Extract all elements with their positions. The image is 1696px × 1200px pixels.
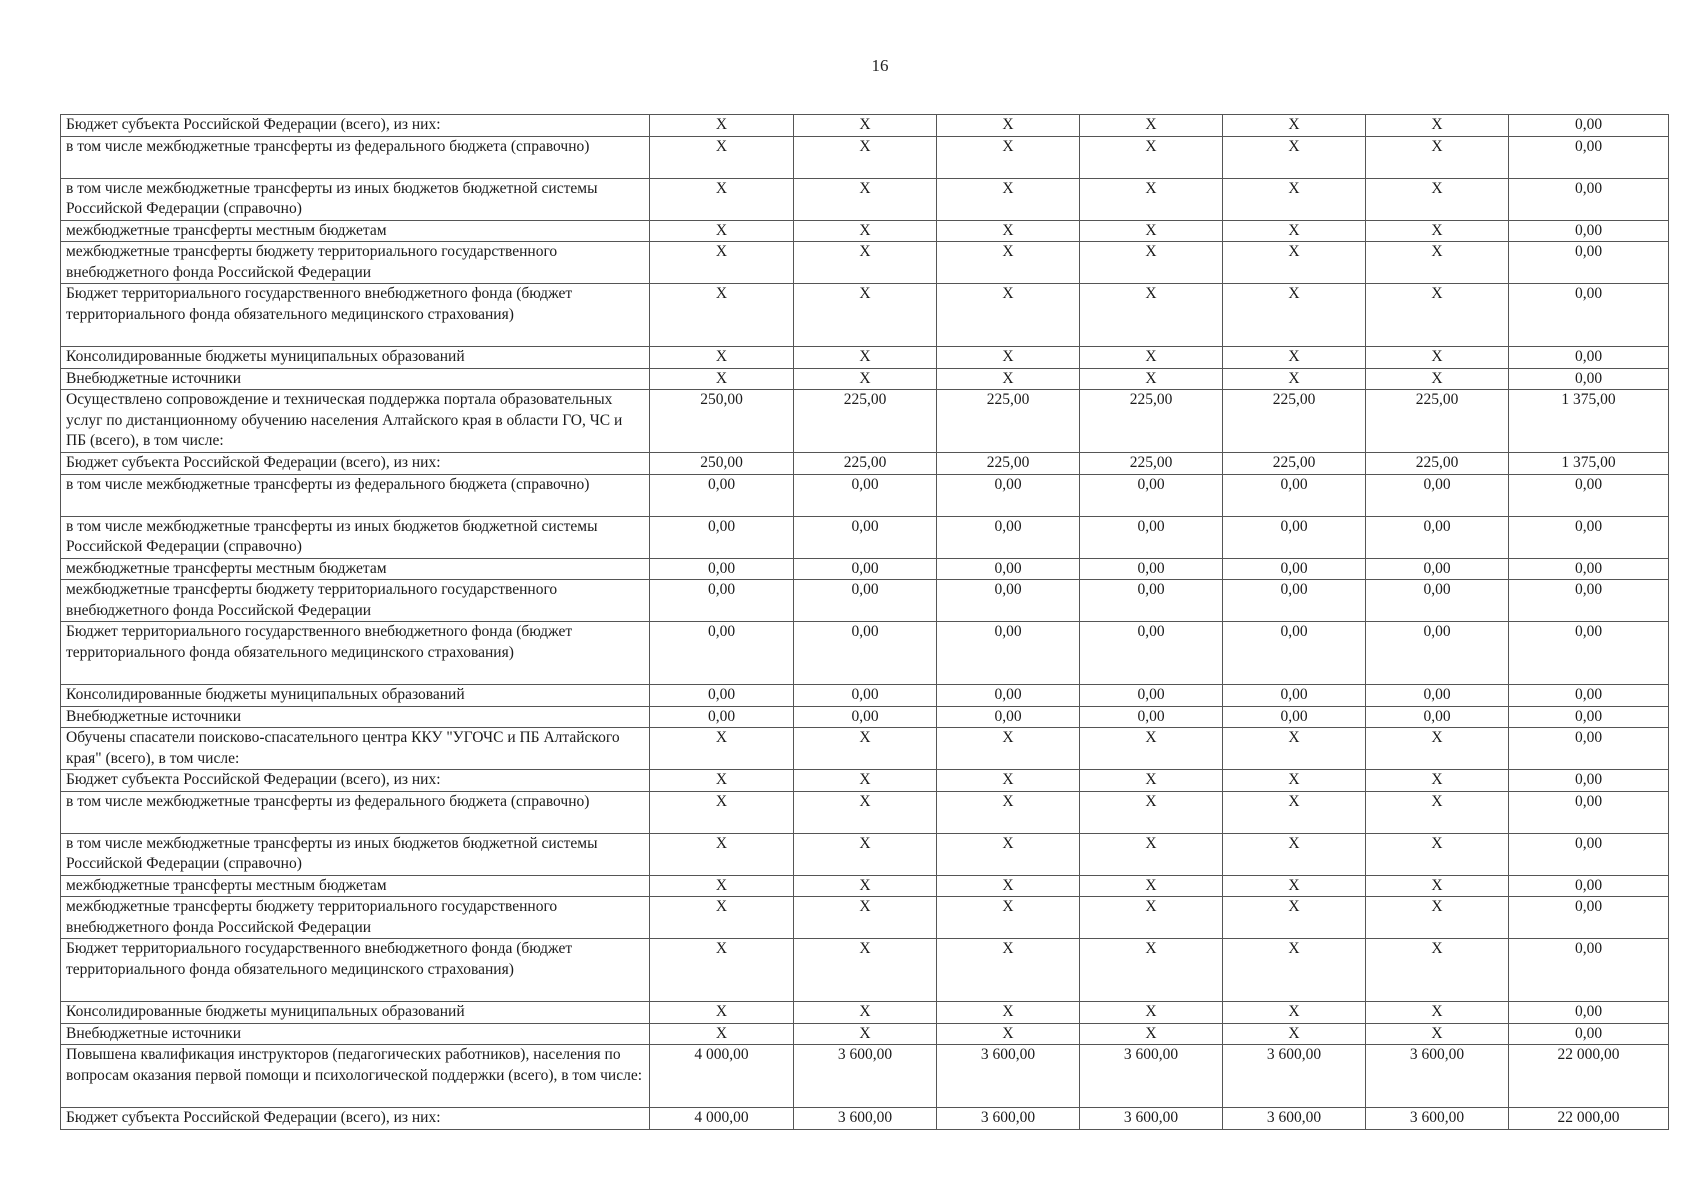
table-row xyxy=(61,115,1669,137)
value-cell: 0,00 xyxy=(794,558,937,580)
value-cell: X xyxy=(1223,897,1366,939)
row-label: межбюджетные трансферты местным бюджетам xyxy=(61,558,650,580)
value-cell: X xyxy=(794,115,937,137)
value-cell: 0,00 xyxy=(650,516,794,558)
value-cell: 0,00 xyxy=(937,474,1080,516)
value-cell: X xyxy=(1366,115,1509,137)
page-number: 16 xyxy=(871,56,889,75)
value-cell: 0,00 xyxy=(794,516,937,558)
value-cell: X xyxy=(937,220,1080,242)
value-cell: 250,00 xyxy=(650,390,794,453)
value-cell: X xyxy=(794,728,937,770)
total-cell: 0,00 xyxy=(1509,558,1669,580)
value-cell: X xyxy=(937,178,1080,220)
table-row xyxy=(61,558,1669,580)
value-cell: X xyxy=(937,1023,1080,1045)
value-cell: X xyxy=(794,242,937,284)
row-label: межбюджетные трансферты местным бюджетам xyxy=(61,220,650,242)
total-cell: 0,00 xyxy=(1509,115,1669,137)
value-cell: X xyxy=(650,178,794,220)
value-cell: 0,00 xyxy=(1223,558,1366,580)
row-label: Бюджет субъекта Российской Федерации (всего), из них: xyxy=(61,453,650,475)
table-row xyxy=(61,1045,1669,1108)
value-cell: X xyxy=(937,242,1080,284)
value-cell: X xyxy=(1366,284,1509,347)
total-cell: 0,00 xyxy=(1509,791,1669,833)
total-cell: 0,00 xyxy=(1509,622,1669,685)
value-cell: X xyxy=(794,136,937,178)
value-cell: X xyxy=(650,1002,794,1024)
table-row xyxy=(61,220,1669,242)
row-label: Осуществлено сопровождение и техническая поддержка портала образовательных услуг по дистанционному обучению населения Алтайского края в области ГО, ЧС и ПБ (всего), в том числе: xyxy=(61,390,650,453)
value-cell: 0,00 xyxy=(1080,706,1223,728)
value-cell: X xyxy=(937,897,1080,939)
value-cell: X xyxy=(1080,1002,1223,1024)
total-cell: 0,00 xyxy=(1509,706,1669,728)
total-cell: 22 000,00 xyxy=(1509,1045,1669,1108)
table-row xyxy=(61,1108,1669,1130)
value-cell: X xyxy=(1223,368,1366,390)
value-cell: 0,00 xyxy=(1366,580,1509,622)
value-cell: 0,00 xyxy=(650,474,794,516)
row-label: Внебюджетные источники xyxy=(61,706,650,728)
value-cell: 225,00 xyxy=(1366,453,1509,475)
value-cell: X xyxy=(1223,178,1366,220)
value-cell: X xyxy=(1366,242,1509,284)
value-cell: 0,00 xyxy=(937,516,1080,558)
table-row xyxy=(61,728,1669,770)
row-label: Консолидированные бюджеты муниципальных образований xyxy=(61,685,650,707)
table-row xyxy=(61,284,1669,347)
table-row xyxy=(61,136,1669,178)
value-cell: 225,00 xyxy=(1366,390,1509,453)
row-label: Внебюджетные источники xyxy=(61,1023,650,1045)
row-label: Бюджет субъекта Российской Федерации (всего), из них: xyxy=(61,1108,650,1130)
value-cell: X xyxy=(937,791,1080,833)
value-cell: X xyxy=(1080,770,1223,792)
value-cell: X xyxy=(1223,1002,1366,1024)
total-cell: 1 375,00 xyxy=(1509,453,1669,475)
value-cell: 0,00 xyxy=(650,558,794,580)
value-cell: X xyxy=(1223,220,1366,242)
value-cell: X xyxy=(937,833,1080,875)
value-cell: X xyxy=(937,368,1080,390)
value-cell: 225,00 xyxy=(1223,390,1366,453)
value-cell: 0,00 xyxy=(650,685,794,707)
table-row xyxy=(61,178,1669,220)
value-cell: X xyxy=(1366,728,1509,770)
total-cell: 0,00 xyxy=(1509,939,1669,1002)
total-cell: 0,00 xyxy=(1509,178,1669,220)
value-cell: 0,00 xyxy=(1080,580,1223,622)
total-cell: 1 375,00 xyxy=(1509,390,1669,453)
value-cell: 3 600,00 xyxy=(1080,1045,1223,1108)
value-cell: 0,00 xyxy=(1080,558,1223,580)
value-cell: 0,00 xyxy=(937,706,1080,728)
row-label: в том числе межбюджетные трансферты из федерального бюджета (справочно) xyxy=(61,791,650,833)
value-cell: X xyxy=(1223,770,1366,792)
value-cell: 225,00 xyxy=(937,453,1080,475)
table-row xyxy=(61,622,1669,685)
value-cell: 225,00 xyxy=(937,390,1080,453)
value-cell: X xyxy=(1080,728,1223,770)
value-cell: X xyxy=(650,791,794,833)
table-row xyxy=(61,791,1669,833)
value-cell: X xyxy=(937,1002,1080,1024)
value-cell: X xyxy=(1223,242,1366,284)
value-cell: X xyxy=(650,728,794,770)
table-row xyxy=(61,897,1669,939)
value-cell: X xyxy=(794,875,937,897)
value-cell: X xyxy=(1080,897,1223,939)
row-label: межбюджетные трансферты бюджету территориального государственного внебюджетного фонда Российской Федерации xyxy=(61,580,650,622)
row-label: в том числе межбюджетные трансферты из иных бюджетов бюджетной системы Российской Федерации (справочно) xyxy=(61,178,650,220)
value-cell: X xyxy=(1366,347,1509,369)
total-cell: 22 000,00 xyxy=(1509,1108,1669,1130)
value-cell: 225,00 xyxy=(1080,453,1223,475)
value-cell: X xyxy=(1223,833,1366,875)
value-cell: X xyxy=(1080,368,1223,390)
value-cell: 250,00 xyxy=(650,453,794,475)
total-cell: 0,00 xyxy=(1509,516,1669,558)
value-cell: X xyxy=(1223,347,1366,369)
value-cell: X xyxy=(1223,939,1366,1002)
total-cell: 0,00 xyxy=(1509,875,1669,897)
value-cell: X xyxy=(650,368,794,390)
value-cell: X xyxy=(937,347,1080,369)
value-cell: 225,00 xyxy=(794,453,937,475)
total-cell: 0,00 xyxy=(1509,685,1669,707)
value-cell: X xyxy=(1080,1023,1223,1045)
value-cell: X xyxy=(937,939,1080,1002)
row-label: Бюджет субъекта Российской Федерации (всего), из них: xyxy=(61,115,650,137)
budget-table-body xyxy=(61,115,1669,1130)
value-cell: 0,00 xyxy=(1366,685,1509,707)
table-row xyxy=(61,453,1669,475)
row-label: Бюджет территориального государственного внебюджетного фонда (бюджет территориального фонда обязательного медицинского страхования) xyxy=(61,284,650,347)
total-cell: 0,00 xyxy=(1509,1023,1669,1045)
value-cell: X xyxy=(794,897,937,939)
value-cell: 3 600,00 xyxy=(937,1045,1080,1108)
table-row xyxy=(61,685,1669,707)
value-cell: 0,00 xyxy=(650,580,794,622)
total-cell: 0,00 xyxy=(1509,368,1669,390)
value-cell: X xyxy=(794,284,937,347)
value-cell: X xyxy=(794,1002,937,1024)
value-cell: 225,00 xyxy=(794,390,937,453)
value-cell: X xyxy=(937,728,1080,770)
value-cell: X xyxy=(1223,728,1366,770)
table-row xyxy=(61,390,1669,453)
table-row xyxy=(61,770,1669,792)
row-label: Повышена квалификация инструкторов (педагогических работников), населения по вопросам оказания первой помощи и психологической поддержки (всего), в том числе: xyxy=(61,1045,650,1108)
total-cell: 0,00 xyxy=(1509,897,1669,939)
value-cell: X xyxy=(937,875,1080,897)
value-cell: X xyxy=(1080,220,1223,242)
table-row xyxy=(61,580,1669,622)
value-cell: 0,00 xyxy=(794,706,937,728)
value-cell: X xyxy=(1366,220,1509,242)
value-cell: X xyxy=(1080,136,1223,178)
value-cell: X xyxy=(1366,897,1509,939)
table-row xyxy=(61,1023,1669,1045)
value-cell: X xyxy=(794,178,937,220)
value-cell: X xyxy=(650,770,794,792)
total-cell: 0,00 xyxy=(1509,770,1669,792)
value-cell: X xyxy=(1366,136,1509,178)
value-cell: 0,00 xyxy=(937,580,1080,622)
value-cell: 0,00 xyxy=(937,622,1080,685)
table-row xyxy=(61,516,1669,558)
value-cell: X xyxy=(1080,178,1223,220)
value-cell: 3 600,00 xyxy=(794,1045,937,1108)
value-cell: 0,00 xyxy=(1223,706,1366,728)
value-cell: X xyxy=(937,770,1080,792)
value-cell: 0,00 xyxy=(794,685,937,707)
value-cell: 3 600,00 xyxy=(1366,1108,1509,1130)
value-cell: 0,00 xyxy=(1080,622,1223,685)
value-cell: 3 600,00 xyxy=(1366,1045,1509,1108)
value-cell: X xyxy=(794,770,937,792)
value-cell: 3 600,00 xyxy=(794,1108,937,1130)
row-label: в том числе межбюджетные трансферты из иных бюджетов бюджетной системы Российской Федерации (справочно) xyxy=(61,833,650,875)
value-cell: X xyxy=(1366,1002,1509,1024)
total-cell: 0,00 xyxy=(1509,833,1669,875)
value-cell: 0,00 xyxy=(1080,685,1223,707)
table-row xyxy=(61,347,1669,369)
value-cell: 0,00 xyxy=(1080,474,1223,516)
budget-table xyxy=(60,114,1669,1130)
value-cell: X xyxy=(1080,347,1223,369)
value-cell: X xyxy=(794,1023,937,1045)
value-cell: X xyxy=(650,242,794,284)
value-cell: 0,00 xyxy=(794,622,937,685)
row-label: Обучены спасатели поисково-спасательного центра ККУ "УГОЧС и ПБ Алтайского края" (всего), в том числе: xyxy=(61,728,650,770)
value-cell: X xyxy=(1080,284,1223,347)
value-cell: 225,00 xyxy=(1080,390,1223,453)
row-label: межбюджетные трансферты местным бюджетам xyxy=(61,875,650,897)
value-cell: 0,00 xyxy=(650,622,794,685)
value-cell: 3 600,00 xyxy=(937,1108,1080,1130)
value-cell: X xyxy=(1366,770,1509,792)
value-cell: X xyxy=(1080,242,1223,284)
value-cell: 0,00 xyxy=(937,685,1080,707)
row-label: Консолидированные бюджеты муниципальных образований xyxy=(61,347,650,369)
value-cell: X xyxy=(1366,178,1509,220)
value-cell: X xyxy=(937,136,1080,178)
value-cell: 0,00 xyxy=(1366,622,1509,685)
value-cell: X xyxy=(1080,833,1223,875)
value-cell: 0,00 xyxy=(1366,474,1509,516)
value-cell: 0,00 xyxy=(1223,516,1366,558)
value-cell: X xyxy=(650,897,794,939)
value-cell: 0,00 xyxy=(1223,474,1366,516)
value-cell: X xyxy=(1223,875,1366,897)
table-row xyxy=(61,368,1669,390)
value-cell: X xyxy=(937,284,1080,347)
total-cell: 0,00 xyxy=(1509,580,1669,622)
total-cell: 0,00 xyxy=(1509,347,1669,369)
value-cell: X xyxy=(1223,791,1366,833)
value-cell: X xyxy=(650,939,794,1002)
value-cell: X xyxy=(1080,115,1223,137)
table-row xyxy=(61,1002,1669,1024)
value-cell: X xyxy=(794,791,937,833)
value-cell: 0,00 xyxy=(1223,685,1366,707)
value-cell: X xyxy=(794,833,937,875)
value-cell: 4 000,00 xyxy=(650,1108,794,1130)
total-cell: 0,00 xyxy=(1509,728,1669,770)
value-cell: 3 600,00 xyxy=(1223,1045,1366,1108)
value-cell: 0,00 xyxy=(650,706,794,728)
row-label: Бюджет территориального государственного внебюджетного фонда (бюджет территориального фонда обязательного медицинского страхования) xyxy=(61,622,650,685)
value-cell: X xyxy=(650,284,794,347)
value-cell: X xyxy=(1366,1023,1509,1045)
value-cell: X xyxy=(650,347,794,369)
value-cell: 0,00 xyxy=(1223,622,1366,685)
table-row xyxy=(61,706,1669,728)
value-cell: X xyxy=(1223,136,1366,178)
value-cell: X xyxy=(1366,833,1509,875)
table-row xyxy=(61,242,1669,284)
value-cell: 0,00 xyxy=(1366,516,1509,558)
value-cell: X xyxy=(1366,368,1509,390)
value-cell: X xyxy=(650,136,794,178)
row-label: Внебюджетные источники xyxy=(61,368,650,390)
total-cell: 0,00 xyxy=(1509,242,1669,284)
table-row xyxy=(61,833,1669,875)
total-cell: 0,00 xyxy=(1509,474,1669,516)
value-cell: 0,00 xyxy=(937,558,1080,580)
value-cell: X xyxy=(937,115,1080,137)
value-cell: 225,00 xyxy=(1223,453,1366,475)
value-cell: X xyxy=(1366,791,1509,833)
value-cell: 4 000,00 xyxy=(650,1045,794,1108)
row-label: Бюджет субъекта Российской Федерации (всего), из них: xyxy=(61,770,650,792)
row-label: Бюджет территориального государственного внебюджетного фонда (бюджет территориального фонда обязательного медицинского страхования) xyxy=(61,939,650,1002)
value-cell: X xyxy=(1080,875,1223,897)
value-cell: 3 600,00 xyxy=(1080,1108,1223,1130)
total-cell: 0,00 xyxy=(1509,220,1669,242)
row-label: межбюджетные трансферты бюджету территориального государственного внебюджетного фонда Российской Федерации xyxy=(61,242,650,284)
value-cell: 0,00 xyxy=(1366,706,1509,728)
value-cell: X xyxy=(794,220,937,242)
row-label: Консолидированные бюджеты муниципальных образований xyxy=(61,1002,650,1024)
value-cell: X xyxy=(1223,115,1366,137)
total-cell: 0,00 xyxy=(1509,284,1669,347)
value-cell: X xyxy=(1366,875,1509,897)
value-cell: 3 600,00 xyxy=(1223,1108,1366,1130)
value-cell: X xyxy=(794,368,937,390)
value-cell: X xyxy=(650,220,794,242)
value-cell: X xyxy=(1223,1023,1366,1045)
value-cell: 0,00 xyxy=(794,580,937,622)
value-cell: X xyxy=(794,939,937,1002)
value-cell: X xyxy=(1080,791,1223,833)
total-cell: 0,00 xyxy=(1509,1002,1669,1024)
value-cell: 0,00 xyxy=(1366,558,1509,580)
value-cell: X xyxy=(650,1023,794,1045)
value-cell: 0,00 xyxy=(794,474,937,516)
value-cell: X xyxy=(794,347,937,369)
row-label: межбюджетные трансферты бюджету территориального государственного внебюджетного фонда Российской Федерации xyxy=(61,897,650,939)
table-row xyxy=(61,474,1669,516)
row-label: в том числе межбюджетные трансферты из федерального бюджета (справочно) xyxy=(61,136,650,178)
table-row xyxy=(61,939,1669,1002)
value-cell: X xyxy=(650,833,794,875)
value-cell: X xyxy=(1223,284,1366,347)
total-cell: 0,00 xyxy=(1509,136,1669,178)
row-label: в том числе межбюджетные трансферты из иных бюджетов бюджетной системы Российской Федерации (справочно) xyxy=(61,516,650,558)
value-cell: X xyxy=(650,115,794,137)
table-row xyxy=(61,875,1669,897)
value-cell: 0,00 xyxy=(1223,580,1366,622)
value-cell: 0,00 xyxy=(1080,516,1223,558)
value-cell: X xyxy=(1366,939,1509,1002)
row-label: в том числе межбюджетные трансферты из федерального бюджета (справочно) xyxy=(61,474,650,516)
value-cell: X xyxy=(1080,939,1223,1002)
value-cell: X xyxy=(650,875,794,897)
